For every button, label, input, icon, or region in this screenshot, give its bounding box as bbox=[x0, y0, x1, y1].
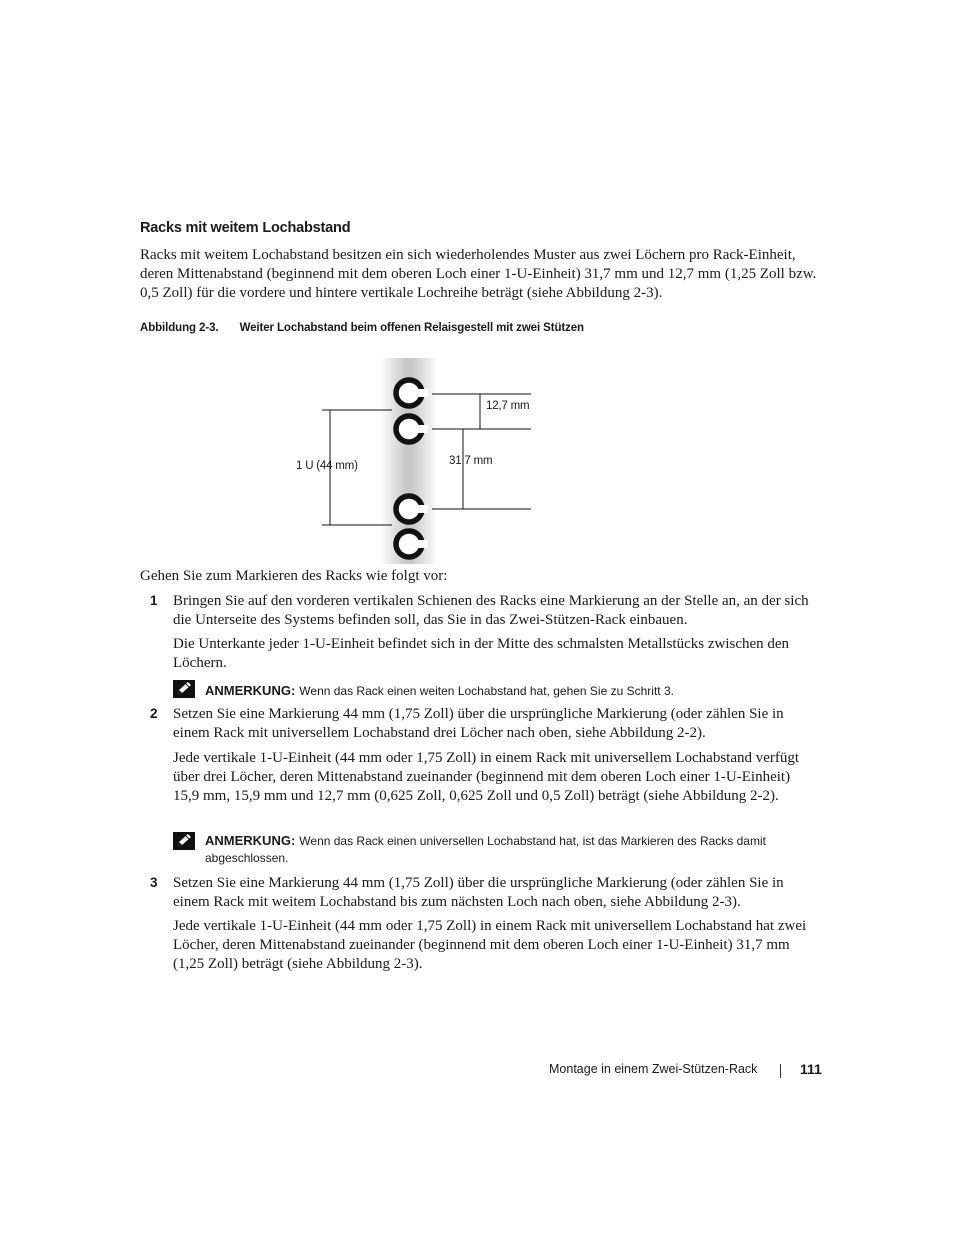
rack-rail bbox=[380, 358, 438, 564]
note-label: ANMERKUNG: bbox=[205, 833, 296, 848]
note-label: ANMERKUNG: bbox=[205, 683, 296, 698]
note-pencil-icon bbox=[173, 832, 195, 850]
page-number: 111 bbox=[800, 1061, 822, 1077]
label-small-spacing: 12,7 mm bbox=[486, 400, 530, 412]
step-number: 2 bbox=[150, 706, 158, 721]
rack-hole-4 bbox=[396, 531, 422, 557]
section-intro-paragraph: Racks mit weitem Lochabstand besitzen ein sich wiederholendes Muster aus zwei Löchern pro Rack-Einheit, deren Mittenabstand (beginnend mit dem oberen Loch einer 1-U-Einheit) 31,7 mm und 12,7 mm (1,25 Zoll bzw. 0,5 Zoll) für die vordere und hintere vertikale Lochreihe beträgt (siehe Abbildung 2-3). bbox=[140, 247, 817, 301]
section-heading: Racks mit weitem Lochabstand bbox=[140, 220, 351, 236]
rack-hole-1 bbox=[396, 380, 422, 406]
footer-separator bbox=[780, 1064, 781, 1078]
note-pencil-icon bbox=[173, 680, 195, 698]
rack-hole-3 bbox=[396, 496, 422, 522]
step-number: 3 bbox=[150, 875, 158, 890]
step-text: Setzen Sie eine Markierung 44 mm (1,75 Zoll) über die ursprüngliche Markierung (oder zählen Sie in einem Rack mit weitem Lochabstand bis zum nächsten Loch nach oben, siehe Abbildung 2-3). bbox=[173, 875, 784, 910]
step-text: Bringen Sie auf den vorderen vertikalen Schienen des Racks eine Markierung an der Stelle an, an der sich die Unterseite des Systems befinden soll, das Sie in das Zwei-Stützen-Rack einbauen. bbox=[173, 593, 809, 628]
note bbox=[205, 682, 805, 700]
step-detail: Die Unterkante jeder 1-U-Einheit befindet sich in der Mitte des schmalsten Metallstücks zwischen den Löchern. bbox=[173, 636, 790, 671]
step-number: 1 bbox=[150, 593, 158, 608]
rack-hole-2 bbox=[396, 416, 422, 442]
note-text: Wenn das Rack einen weiten Lochabstand hat, gehen Sie zu Schritt 3. bbox=[299, 684, 674, 698]
rack-holes bbox=[396, 380, 422, 557]
figure-caption bbox=[140, 322, 584, 334]
label-large-spacing: 31,7 mm bbox=[449, 455, 493, 467]
step-detail: Jede vertikale 1-U-Einheit (44 mm oder 1,75 Zoll) in einem Rack mit universellem Lochabstand verfügt über drei Löcher, deren Mittenabstand zueinander (beginnend mit dem oberen Loch einer 1-U-Einheit) 15,9 mm, 15,9 mm und 12,7 mm (0,625 Zoll, 0,625 Zoll und 0,5 Zoll) beträgt (siehe Abbildung 2-2). bbox=[173, 750, 800, 804]
figure-number: Abbildung 2-3. bbox=[140, 322, 219, 334]
step-detail: Jede vertikale 1-U-Einheit (44 mm oder 1,75 Zoll) in einem Rack mit universellem Lochabstand hat zwei Löcher, deren Mittenabstand zueinander (beginnend mit dem oberen Loch einer 1-U-Einheit) 31,7 mm (1,25 Zoll) beträgt (siehe Abbildung 2-3). bbox=[173, 918, 807, 972]
procedure-lead: Gehen Sie zum Markieren des Racks wie folgt vor: bbox=[140, 568, 448, 584]
note bbox=[205, 832, 805, 867]
figure-caption-text: Weiter Lochabstand beim offenen Relaisgestell mit zwei Stützen bbox=[239, 322, 584, 334]
footer-chapter-title: Montage in einem Zwei-Stützen-Rack bbox=[549, 1062, 758, 1076]
note-text: Wenn das Rack einen universellen Lochabstand hat, ist das Markieren des Racks damit abgeschlossen. bbox=[205, 834, 766, 865]
label-one-u: 1 U (44 mm) bbox=[296, 460, 358, 472]
step-text: Setzen Sie eine Markierung 44 mm (1,75 Zoll) über die ursprüngliche Markierung (oder zählen Sie in einem Rack mit universellem Lochabstand drei Löcher nach oben, siehe Abbildung 2-2). bbox=[173, 706, 784, 741]
